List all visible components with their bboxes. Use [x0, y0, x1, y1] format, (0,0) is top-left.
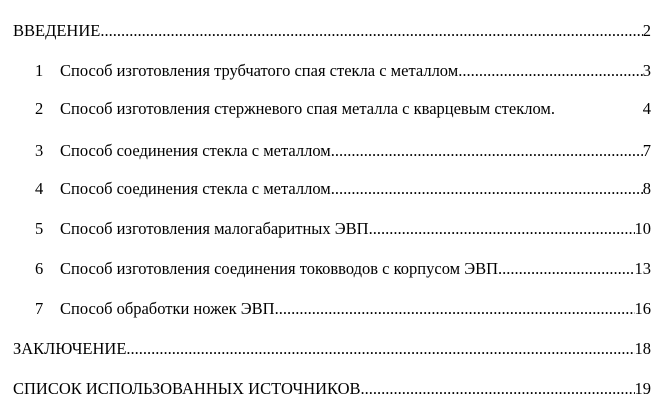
toc-entry-5[interactable]	[0, 218, 651, 240]
toc-entry-title: Способ изготовления трубчатого спая стекла с металлом	[60, 61, 459, 80]
toc-leader-dots	[331, 178, 643, 200]
toc-entry-1[interactable]	[0, 60, 651, 82]
toc-entry-page: 3	[642, 61, 651, 80]
toc-entry-number: 2	[35, 99, 44, 118]
toc-entry-number: 1	[35, 61, 44, 80]
toc-entry-page: 16	[634, 299, 651, 318]
toc-leader-dots	[361, 378, 635, 400]
toc-entry-page: 18	[634, 339, 651, 358]
toc-entry-number: 5	[35, 219, 44, 238]
toc-entry-page: 7	[642, 141, 651, 160]
toc-leader-dots	[275, 298, 635, 320]
toc-entry-page: 19	[634, 379, 651, 398]
toc-entry-page: 8	[642, 179, 651, 198]
toc-entry-number: 3	[35, 141, 44, 160]
toc-entry-2[interactable]	[0, 98, 651, 120]
toc-entry-6[interactable]	[0, 258, 651, 280]
toc-entry-title: Способ обработки ножек ЭВП	[60, 299, 275, 318]
toc-entry-title: Способ изготовления соединения токовводов с корпусом ЭВП	[60, 259, 499, 278]
toc-leader-dots	[498, 258, 634, 280]
toc-entry-intro[interactable]	[0, 20, 651, 42]
toc-entry-conclusion[interactable]	[0, 338, 651, 360]
toc-entry-number: 6	[35, 259, 44, 278]
toc-entry-page: 2	[642, 21, 651, 40]
toc-entry-page: 13	[634, 259, 651, 278]
toc-leader-dots	[551, 98, 643, 120]
toc-entry-title: Способ изготовления стержневого спая металла с кварцевым стеклом	[60, 99, 551, 118]
toc-entry-title: ЗАКЛЮЧЕНИЕ	[13, 339, 127, 358]
toc-leader-dots	[369, 218, 635, 240]
toc-entry-title: Способ изготовления малогабаритных ЭВП	[60, 219, 369, 238]
toc-entry-number: 7	[35, 299, 44, 318]
toc-leader-dots	[331, 140, 643, 162]
toc-entry-number: 4	[35, 179, 44, 198]
toc-entry-title: ВВЕДЕНИЕ	[13, 21, 101, 40]
toc-entry-title: Способ соединения стекла с металлом	[60, 141, 331, 160]
toc-entry-3[interactable]	[0, 140, 651, 162]
toc-entry-title: Способ соединения стекла с металлом	[60, 179, 331, 198]
toc-entry-7[interactable]	[0, 298, 651, 320]
toc-leader-dots	[458, 60, 643, 82]
toc-entry-references[interactable]	[0, 378, 651, 400]
toc-entry-title: СПИСОК ИСПОЛЬЗОВАННЫХ ИСТОЧНИКОВ	[13, 379, 361, 398]
toc-entry-page: 10	[634, 219, 651, 238]
toc-leader-dots	[100, 20, 642, 42]
toc-entry-page: 4	[642, 99, 651, 118]
toc-entry-4[interactable]	[0, 178, 651, 200]
toc-leader-dots	[126, 338, 634, 360]
